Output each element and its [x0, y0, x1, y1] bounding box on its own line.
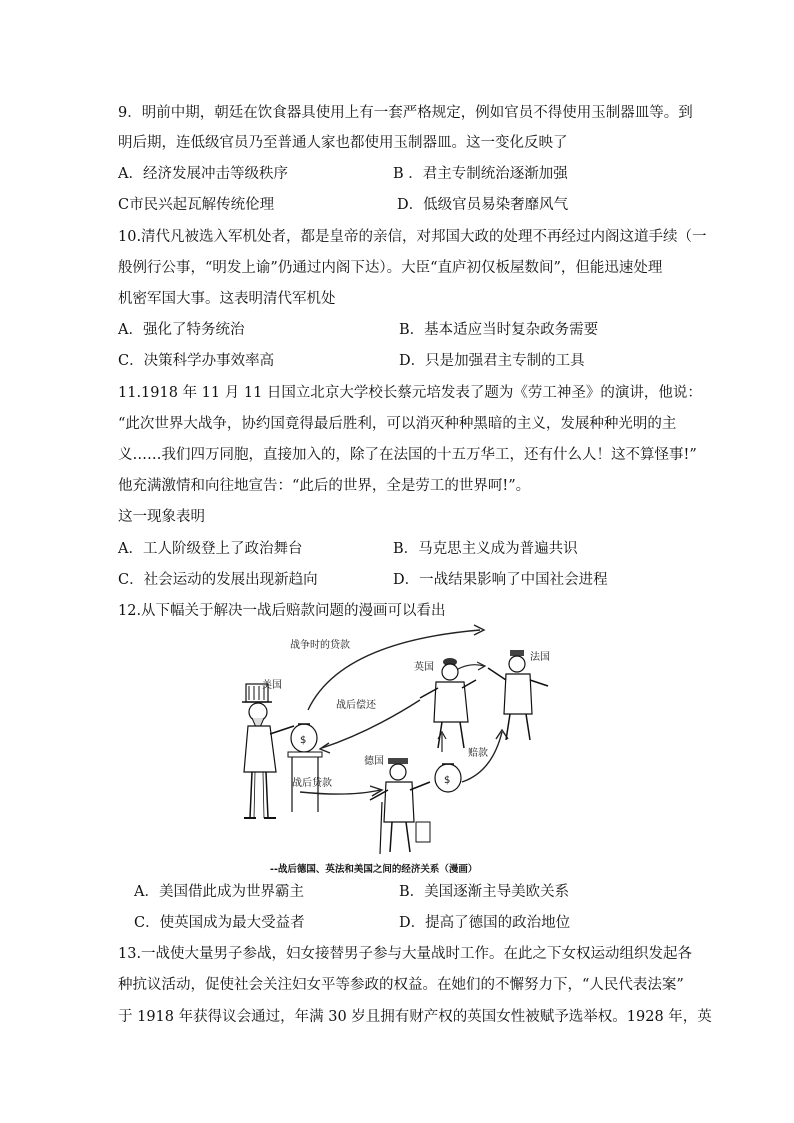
q10-option-c: C．决策科学办事效率高: [118, 353, 275, 369]
q12-option-d: D．提高了德国的政治地位: [399, 915, 571, 931]
q11-stem-line3: 义……我们四万同胞，直接加入的，除了在法国的十五万华工，还有什么人！这不算怪事!”: [118, 447, 697, 463]
q9-option-a: A．经济发展冲击等级秩序: [118, 166, 288, 182]
de-figure: [370, 758, 430, 854]
label-de: 德国: [364, 756, 384, 767]
q12-option-a: A．美国借此成为世界霸主: [134, 884, 304, 900]
q12-option-b: B．美国逐渐主导美欧关系: [399, 884, 570, 900]
q11-stem-line4: 他充满激情和向往地宣告：“此后的世界，全是劳工的世界呵!”。: [118, 478, 531, 494]
q11-stem-line2: “此次世界大战争，协约国竟得最后胜利，可以消灭种种黑暗的主义，发展种种光明的主: [118, 416, 677, 432]
q11-option-c: C．社会运动的发展出现新趋向: [118, 572, 318, 588]
q11-stem-line1: 11.1918 年 11 月 11 日国立北京大学校长蔡元培发表了题为《劳工神圣》的演讲，他说：: [118, 385, 702, 401]
us-figure: [242, 684, 294, 818]
q13-stem-line1: 13.一战使大量男子参战，妇女接替男子参与大量战时工作。在此之下女权运动组织发起各: [118, 946, 693, 962]
us-money-bag: [288, 724, 322, 812]
postwar-loan-arrow: [300, 790, 380, 794]
q13-stem-line2: 种抗议活动，促使社会关注妇女平等参政的权益。在她们的不懈努力下，“人民代表法案”: [118, 977, 684, 993]
q9-option-b: B ．君主专制统治逐渐加强: [393, 166, 568, 182]
cartoon-caption: --战后德国、英法和美国之间的经济关系（漫画）: [270, 864, 478, 875]
q9-option-c: C市民兴起瓦解传统伦理: [118, 197, 275, 213]
q9-option-d: D．低级官员易染奢靡风气: [397, 197, 569, 213]
q10-stem-line3: 机密军国大事。这表明清代军机处: [118, 291, 336, 307]
fr-figure: [488, 650, 548, 740]
q10-stem-line2: 般例行公事，“明发上谕”仍通过内阁下达）。大臣“直庐初仅板屋数间”，但能迅速处理: [118, 260, 663, 276]
q12-stem-line1: 12.从下幅关于解决一战后赔款问题的漫画可以看出: [118, 603, 446, 619]
q10-option-b: B．基本适应当时复杂政务需要: [399, 322, 599, 338]
label-repayment: 战后偿还: [336, 700, 376, 711]
q9-stem-line2: 明后期，连低级官员乃至普通人家也都使用玉制器皿。这一变化反映了: [118, 135, 568, 151]
q9-stem-line1: 9．明前中期，朝廷在饮食器具使用上有一套严格规定，例如官员不得使用玉制器皿等。到: [118, 105, 693, 121]
q11-option-b: B．马克思主义成为普遍共识: [393, 541, 578, 557]
q10-option-d: D．只是加强君主专制的工具: [399, 353, 585, 369]
de-bag-symbol: $: [444, 775, 451, 786]
reparations-cartoon: [230, 622, 570, 880]
label-war-loan: 战争时的贷款: [290, 640, 350, 651]
q11-option-d: D．一战结果影响了中国社会进程: [393, 572, 608, 588]
us-bag-symbol: $: [300, 735, 307, 746]
label-postwar-loan: 战后贷款: [292, 778, 332, 789]
q11-stem-line5: 这一现象表明: [118, 509, 205, 525]
q12-option-c: C．使英国成为最大受益者: [134, 915, 305, 931]
q10-stem-line1: 10.清代凡被选入军机处者，都是皇帝的亲信，对邦国大政的处理不再经过内阁这道手续（一: [118, 229, 707, 245]
q11-option-a: A．工人阶级登上了政治舞台: [118, 541, 303, 557]
label-uk: 英国: [414, 662, 434, 673]
label-reparation: 赔款: [468, 748, 488, 759]
q13-stem-line3: 于 1918 年获得议会通过，年满 30 岁且拥有财产权的英国女性被赋予选举权。1928 年，英: [118, 1009, 712, 1025]
label-us: 美国: [262, 680, 282, 691]
label-fr: 法国: [530, 652, 550, 663]
q10-option-a: A．强化了特务统治: [118, 322, 245, 338]
de-money-bag: [435, 764, 461, 792]
